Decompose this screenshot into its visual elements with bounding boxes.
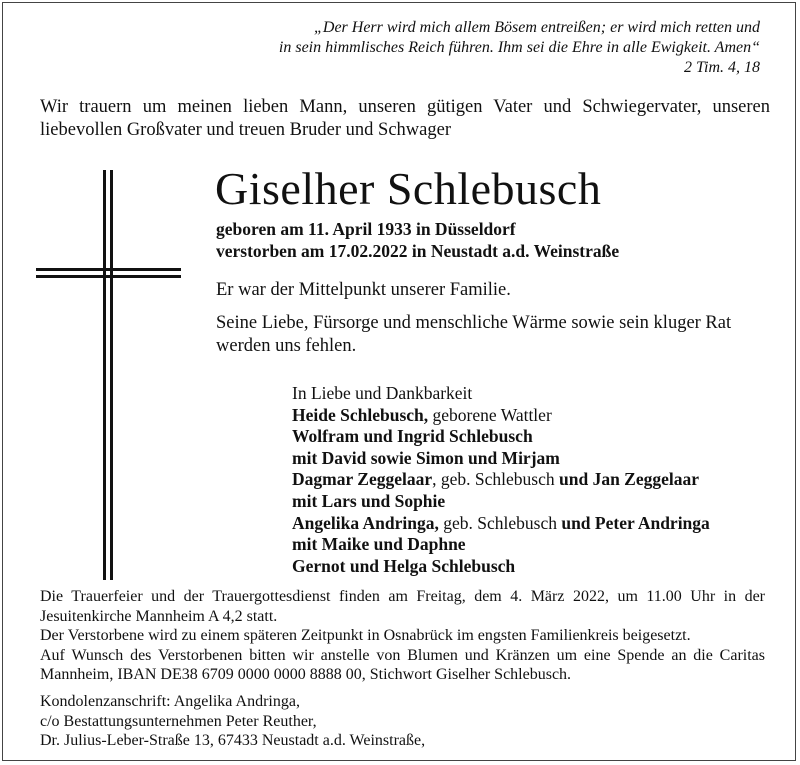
death-date: verstorben am 17.02.2022 in Neustadt a.d. Weinstraße xyxy=(216,241,620,261)
quote-reference: 2 Tim. 4, 18 xyxy=(683,59,760,76)
family-line-dagmar-kids: mit Lars und Sophie xyxy=(292,490,446,511)
cross-icon xyxy=(36,170,186,580)
condolence-line-3: Dr. Julius-Leber-Straße 13, 67433 Neustadt a.d. Weinstraße, xyxy=(40,732,426,750)
condolence-line-1: Kondolenzanschrift: Angelika Andringa, xyxy=(40,692,300,710)
condolence-address xyxy=(40,692,765,751)
life-dates xyxy=(216,218,619,262)
quote-line-2: in sein himmlisches Reich führen. Ihm sei die Ehre in alle Ewigkeit. Amen“ xyxy=(278,39,760,56)
funeral-info xyxy=(40,587,765,751)
family-line-wolfram-kids: mit David sowie Simon und Mirjam xyxy=(292,447,560,468)
quote-line-1: „Der Herr wird mich allem Bösem entreißen; er wird mich retten und xyxy=(313,19,760,36)
donation-info: Auf Wunsch des Verstorbenen bitten wir anstelle von Blumen und Kränzen um eine Spende an die Caritas Mannheim, IBAN DE38 6709 0000 0000 8888 00, Stichwort Giselher Schlebusch. xyxy=(40,646,765,684)
family-line-dagmar: Dagmar Zeggelaar, geb. Schlebusch und Jan Zeggelaar xyxy=(292,469,700,490)
family-heading: In Liebe und Dankbarkeit xyxy=(292,383,473,403)
deceased-name: Giselher Schlebusch xyxy=(215,163,602,214)
bible-quote xyxy=(160,18,760,78)
tribute-paragraph-1: Er war der Mittelpunkt unserer Familie. xyxy=(216,280,511,300)
family-line-heide: Heide Schlebusch, geborene Wattler xyxy=(292,404,552,425)
tribute-text xyxy=(216,279,776,368)
family-line-angelika-kids: mit Maike und Daphne xyxy=(292,534,466,555)
family-line-gernot: Gernot und Helga Schlebusch xyxy=(292,555,516,576)
burial-info: Der Verstorbene wird zu einem späteren Zeitpunkt in Osnabrück im engsten Familienkreis beigesetzt. xyxy=(40,627,691,645)
tribute-paragraph-2: Seine Liebe, Fürsorge und menschliche Wärme sowie sein kluger Rat werden uns fehlen. xyxy=(216,313,732,356)
ceremony-info: Die Trauerfeier und der Trauergottesdienst finden am Freitag, dem 4. März 2022, um 11.00 Uhr in der Jesuitenkirche Mannheim A 4,2 statt. xyxy=(40,588,765,625)
condolence-line-2: c/o Bestattungsunternehmen Peter Reuther, xyxy=(40,712,317,730)
birth-date: geboren am 11. April 1933 in Düsseldorf xyxy=(216,219,516,239)
family-line-angelika: Angelika Andringa, geb. Schlebusch und Peter Andringa xyxy=(292,512,710,533)
family-line-wolfram: Wolfram und Ingrid Schlebusch xyxy=(292,426,533,447)
family-signatures xyxy=(292,383,782,577)
intro-text: Wir trauern um meinen lieben Mann, unseren gütigen Vater und Schwiegervater, unseren liebevollen Großvater und treuen Bruder und Schwager xyxy=(40,97,770,140)
